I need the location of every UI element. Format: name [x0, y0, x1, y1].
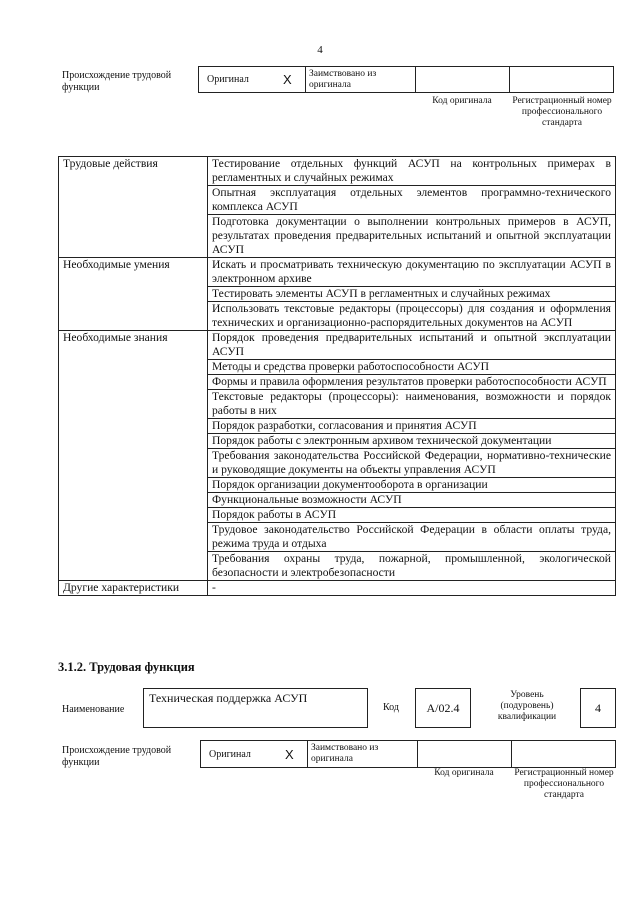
divider [307, 740, 308, 768]
borrowed-label: Заимствовано из оригинала [309, 69, 377, 90]
labor-function-table [58, 156, 616, 596]
section-title: 3.1.2. Трудовая функция [58, 660, 195, 674]
name-value: Техническая поддержка АСУП [143, 688, 368, 728]
original-label: Оригинал [209, 749, 251, 760]
original-mark: X [283, 72, 292, 87]
divider [417, 740, 418, 768]
row-item: Порядок работы с электронным архивом технической документации [208, 434, 616, 449]
code-original-caption: Код оригинала [432, 96, 492, 106]
row-item: Текстовые редакторы (процессоры): наименования, возможности и порядок работы в них [208, 390, 616, 419]
row-item: - [208, 581, 616, 596]
table-row [59, 581, 616, 596]
table-row [59, 157, 616, 186]
row-item: Тестировать элементы АСУП в регламентных и случайных режимах [208, 287, 616, 302]
origin-label: Происхождение трудовой функции [62, 70, 172, 93]
origin-label: Происхождение трудовой функции [62, 745, 172, 768]
divider [415, 66, 416, 93]
name-label: Наименование [62, 704, 125, 715]
row-item: Требования законодательства Российской Федерации, нормативно-технические и руководящие документы на объекты управления АСУП [208, 449, 616, 478]
level-value: 4 [580, 688, 616, 728]
code-value: A/02.4 [415, 688, 471, 728]
row-item: Опытная эксплуатация отдельных элементов программно-технического комплекса АСУП [208, 186, 616, 215]
table-row [59, 258, 616, 287]
table-row [59, 331, 616, 360]
original-mark: X [285, 747, 294, 762]
row-item: Порядок проведения предварительных испытаний и опытной эксплуатации АСУП [208, 331, 616, 360]
row-item: Использовать текстовые редакторы (процессоры) для создания и оформления технических и организационно-распорядительных документов на АСУП [208, 302, 616, 331]
row-header: Необходимые знания [59, 331, 208, 581]
row-item: Тестирование отдельных функций АСУП на контрольных примерах в регламентных и случайных режимах [208, 157, 616, 186]
row-item: Порядок работы в АСУП [208, 508, 616, 523]
row-item: Формы и правила оформления результатов проверки работоспособности АСУП [208, 375, 616, 390]
row-item: Порядок организации документооборота в организации [208, 478, 616, 493]
divider [511, 740, 512, 768]
row-item: Функциональные возможности АСУП [208, 493, 616, 508]
origin-row [200, 740, 616, 768]
row-header: Трудовые действия [59, 157, 208, 258]
row-header: Необходимые умения [59, 258, 208, 331]
reg-number-caption: Регистрационный номер профессионального стандарта [514, 768, 614, 800]
row-item: Трудовое законодательство Российской Федерации в области оплаты труда, режима труда и отдыха [208, 523, 616, 552]
level-label: Уровень (подуровень) квалификации [497, 690, 557, 722]
divider [305, 66, 306, 93]
origin-row [198, 66, 614, 93]
code-original-caption: Код оригинала [434, 768, 494, 778]
row-item: Подготовка документации о выполнении контрольных примеров в АСУП, результатах проведения предварительных испытаний и опытной эксплуатации АСУП [208, 215, 616, 258]
row-item: Порядок разработки, согласования и принятия АСУП [208, 419, 616, 434]
row-item: Искать и просматривать техническую документацию по эксплуатации АСУП в электронном архиве [208, 258, 616, 287]
row-header: Другие характеристики [59, 581, 208, 596]
reg-number-caption: Регистрационный номер профессионального стандарта [512, 96, 612, 128]
page-number: 4 [317, 44, 323, 56]
divider [509, 66, 510, 93]
original-label: Оригинал [207, 74, 249, 85]
code-label: Код [383, 702, 399, 713]
row-item: Методы и средства проверки работоспособности АСУП [208, 360, 616, 375]
row-item: Требования охраны труда, пожарной, промышленной, экологической безопасности и электробезопасности [208, 552, 616, 581]
borrowed-label: Заимствовано из оригинала [311, 743, 379, 764]
